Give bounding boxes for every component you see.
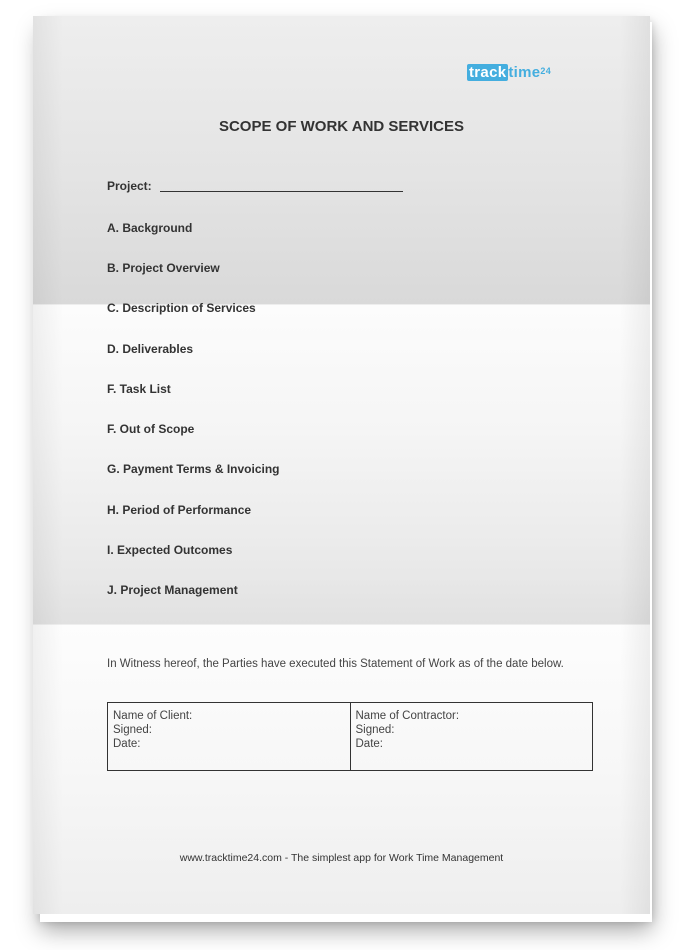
signature-table <box>107 702 593 771</box>
document-title: SCOPE OF WORK AND SERVICES <box>218 118 465 135</box>
section-heading: A. Background <box>107 221 193 235</box>
section-heading: B. Project Overview <box>107 261 220 275</box>
document-page <box>33 16 650 914</box>
signature-cell-contractor <box>350 703 593 770</box>
contractor-date-label: Date: <box>355 738 383 750</box>
witness-statement: In Witness hereof, the Parties have executed this Statement of Work as of the date below. <box>107 658 564 670</box>
tracktime-logo <box>467 64 551 82</box>
signature-cell-client <box>108 703 350 770</box>
logo-part-24: 24 <box>540 66 552 76</box>
section-heading: G. Payment Terms & Invoicing <box>107 462 280 476</box>
project-blank-line <box>160 191 403 192</box>
client-name-label: Name of Client: <box>113 710 193 722</box>
section-heading: I. Expected Outcomes <box>107 543 233 557</box>
section-heading: J. Project Management <box>107 583 238 597</box>
project-label: Project: <box>107 179 152 193</box>
logo-part-time: time <box>508 64 541 81</box>
section-heading: C. Description of Services <box>107 301 256 315</box>
page-edge-shade-right <box>620 16 650 914</box>
section-heading: F. Task List <box>107 382 171 396</box>
section-heading: F. Out of Scope <box>107 422 195 436</box>
contractor-signed-label: Signed: <box>355 724 395 736</box>
contractor-name-label: Name of Contractor: <box>355 710 460 722</box>
section-heading: D. Deliverables <box>107 342 194 356</box>
client-date-label: Date: <box>113 738 141 750</box>
logo-part-track: track <box>469 64 507 81</box>
page-edge-shade-left <box>33 16 63 914</box>
section-heading: H. Period of Performance <box>107 503 252 517</box>
fold-line-2 <box>33 624 650 625</box>
client-signed-label: Signed: <box>113 724 153 736</box>
footer-text: www.tracktime24.com - The simplest app for Work Time Management <box>179 852 504 864</box>
